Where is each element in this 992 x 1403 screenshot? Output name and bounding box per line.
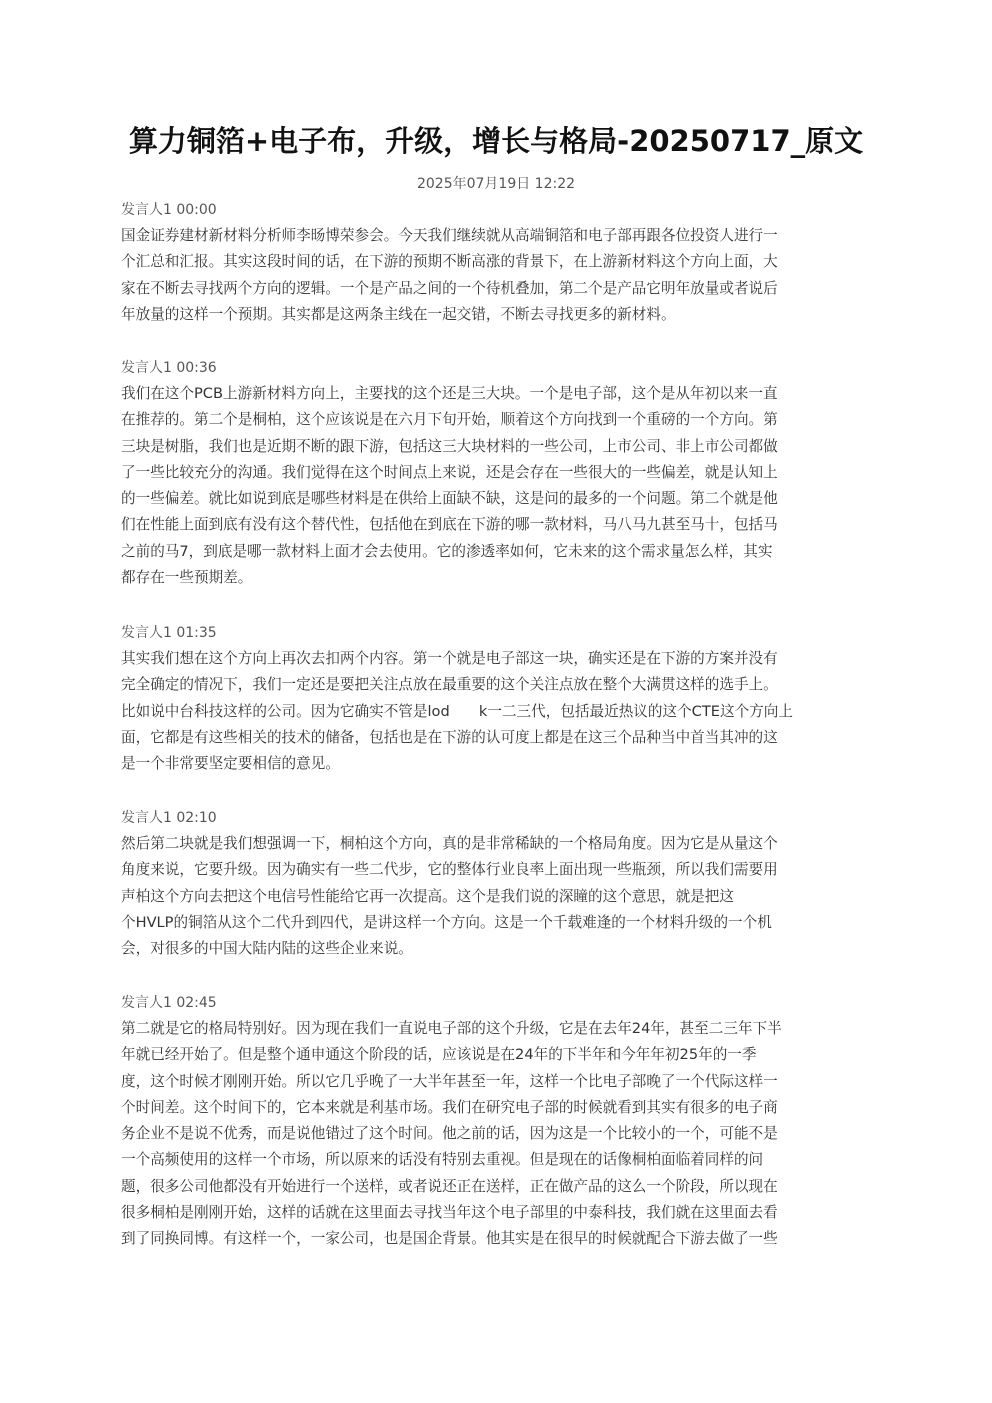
text-line: 都存在一些预期差。 xyxy=(121,569,253,587)
text-line: 年就已经开始了。但是整个通申通这个阶段的话，应该说是在24年的下半年和今年年初25年的一季 xyxy=(121,1046,757,1064)
text-line: 角度来说，它要升级。因为确实有一些二代步，它的整体行业良率上面出现一些瓶颈，所以我们需要用 xyxy=(121,861,778,879)
segment-text xyxy=(121,381,873,591)
text-line: 个汇总和汇报。其实这段时间的话，在下游的预期不断高涨的背景下，在上游新材料这个方向上面，大 xyxy=(121,253,778,271)
transcript-segment xyxy=(121,620,873,777)
text-line: 之前的马7，到底是哪一款材料上面才会去使用。它的渗透率如何，它未来的这个需求量怎么样，其实 xyxy=(121,542,773,560)
text-line: 个时间差。这个时间下的，它本来就是利基市场。我们在研究电子部的时候就看到其实有很多的电子商 xyxy=(121,1098,778,1116)
text-line: 面，它都是有这些相关的技术的储备，包括也是在下游的认可度上都是在这三个品种当中首当其冲的这 xyxy=(121,728,778,746)
text-line: 其实我们想在这个方向上再次去扣两个内容。第一个就是电子部这一块，确实还是在下游的方案并没有 xyxy=(121,650,778,667)
segment-text xyxy=(121,1016,873,1253)
document-title: 算力铜箔+电子布，升级，增长与格局-20250717_原文 xyxy=(128,124,864,158)
text-line: 题，很多公司他都没有开始进行一个送样，或者说还正在送样，正在做产品的这么一个阶段，所以现在 xyxy=(121,1177,778,1195)
text-line: 然后第二块就是我们想强调一下，桐柏这个方向，真的是非常稀缺的一个格局角度。因为它是从量这个 xyxy=(121,835,778,852)
text-line: 个HVLP的铜箔从这个二代升到四代，是讲这样一个方向。这是一个千载难逢的一个材料升级的一个机 xyxy=(121,913,772,931)
text-line: 了一些比较充分的沟通。我们觉得在这个时间点上来说，还是会存在一些很大的一些偏差，就是认知上 xyxy=(121,463,778,481)
text-line: 很多桐柏是刚刚开始，这样的话就在这里面去寻找当年这个电子部里的中泰科技，我们就在这里面去看 xyxy=(121,1204,778,1222)
text-line: 比如说中台科技这样的公司。因为它确实不管是lod k一二三代，包括最近热议的这个CTE这个方向上 xyxy=(121,702,793,720)
segment-text xyxy=(121,223,873,328)
segment-text xyxy=(121,646,873,777)
transcript-segment xyxy=(121,805,873,962)
text-line: 的一些偏差。就比如说到底是哪些材料是在供给上面缺不缺，这是问的最多的一个问题。第二个就是他 xyxy=(121,490,778,508)
text-line: 第二就是它的格局特别好。因为现在我们一直说电子部的这个升级，它是在去年24年，甚至二三年下半 xyxy=(121,1020,782,1037)
text-line: 声柏这个方向去把这个电信号性能给它再一次提高。这个是我们说的深瞳的这个意思，就是把这 xyxy=(121,887,734,905)
speaker-timestamp: 发言人1 00:36 xyxy=(121,360,217,376)
speaker-timestamp: 发言人1 02:45 xyxy=(121,995,217,1011)
text-line: 一个高频使用的这样一个市场，所以原来的话没有特别去重视。但是现在的话像桐柏面临着同样的问 xyxy=(121,1151,764,1169)
text-line: 度，这个时候才刚刚开始。所以它几乎晚了一大半年甚至一年，这样一个比电子部晚了一个代际这样一 xyxy=(121,1072,778,1090)
speaker-timestamp: 发言人1 02:10 xyxy=(121,810,217,826)
segment-text xyxy=(121,831,873,962)
speaker-timestamp: 发言人1 01:35 xyxy=(121,625,217,641)
speaker-timestamp: 发言人1 00:00 xyxy=(121,202,217,218)
document-date: 2025年07月19日 12:22 xyxy=(416,176,576,192)
text-line: 家在不断去寻找两个方向的逻辑。一个是产品之间的一个待机叠加，第二个是产品它明年放量或者说后 xyxy=(121,279,778,297)
text-line: 在推荐的。第二个是桐柏，这个应该说是在六月下旬开始，顺着这个方向找到一个重磅的一个方向。第 xyxy=(121,411,778,429)
text-line: 会，对很多的中国大陆内陆的这些企业来说。 xyxy=(121,940,413,958)
text-line: 三块是树脂，我们也是近期不断的跟下游，包括这三大块材料的一些公司，上市公司、非上市公司都做 xyxy=(121,437,778,455)
text-line: 到了同换同博。有这样一个，一家公司，也是国企背景。他其实是在很早的时候就配合下游去做了一些 xyxy=(121,1230,778,1248)
text-line: 年放量的这样一个预期。其实都是这两条主线在一起交错，不断去寻找更多的新材料。 xyxy=(121,305,676,323)
text-line: 是一个非常要坚定要相信的意见。 xyxy=(121,755,340,773)
transcript-segment xyxy=(121,355,873,591)
text-line: 国金证券建材新材料分析师李旸博荣参会。今天我们继续就从高端铜箔和电子部再跟各位投资人进行一 xyxy=(121,227,778,244)
text-line: 们在性能上面到底有没有这个替代性，包括他在到底在下游的哪一款材料，马八马九甚至马十，包括马 xyxy=(121,516,778,534)
transcript-segment xyxy=(121,990,873,1253)
text-line: 务企业不是说不优秀，而是说他错过了这个时间。他之前的话，因为这是一个比较小的一个，可能不是 xyxy=(121,1125,778,1143)
transcript-segment xyxy=(121,197,873,328)
text-line: 我们在这个PCB上游新材料方向上，主要找的这个还是三大块。一个是电子部，这个是从年初以来一直 xyxy=(121,385,778,402)
text-line: 完全确定的情况下，我们一定还是要把关注点放在最重要的这个关注点放在整个大满贯这样的选手上。 xyxy=(121,676,778,694)
